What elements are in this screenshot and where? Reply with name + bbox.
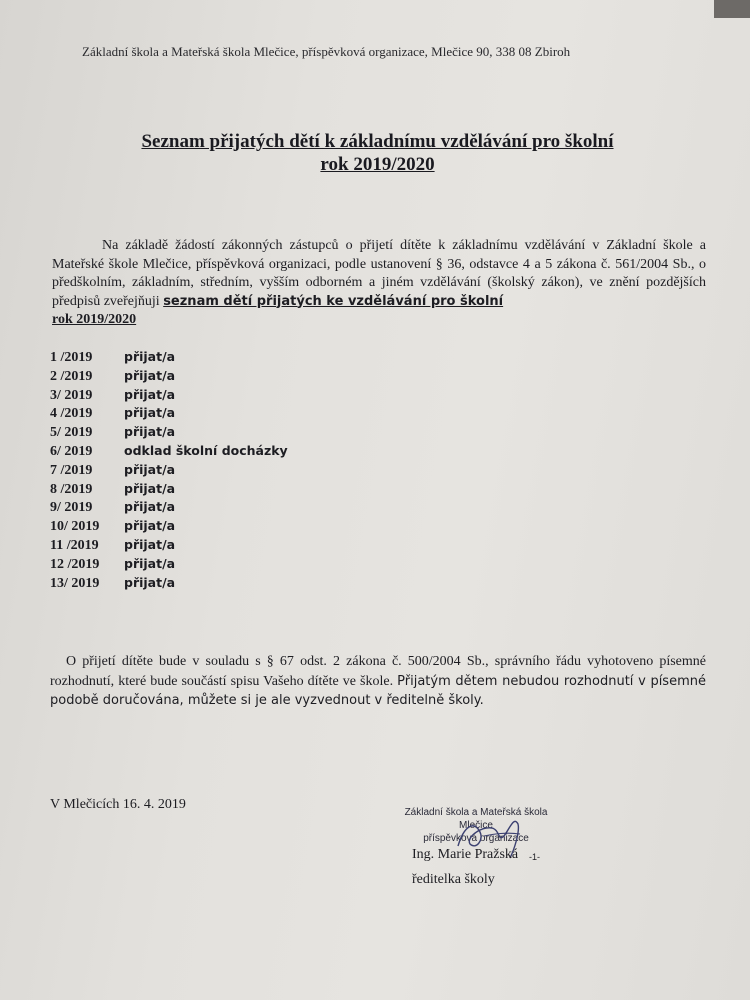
- registration-number: 6/ 2019: [50, 443, 93, 459]
- list-item: [50, 574, 450, 593]
- school-header: Základní škola a Mateřská škola Mlečice, příspěvková organizace, Mlečice 90, 338 08 Zbiroh: [82, 44, 571, 59]
- stamp-line-1: Základní škola a Mateřská škola: [404, 807, 548, 818]
- list-item: [50, 555, 450, 574]
- registration-number: 2 /2019: [50, 368, 93, 384]
- closing-text-1: O přijetí dítěte bude v souladu s § 67 odst. 2 zákona č. 500/2004 Sb., správního řádu vyhotoveno písemné rozhodnutí, které bude součástí spisu Vašeho dítěte ve škole.: [50, 654, 706, 689]
- registration-number: 12 /2019: [50, 556, 100, 572]
- background-edge: [714, 0, 750, 18]
- page-mark: -1-: [529, 852, 540, 862]
- signatory-role: ředitelka školy: [412, 872, 495, 887]
- registration-number: 8 /2019: [50, 481, 93, 497]
- admission-status: přijat/a: [124, 349, 176, 364]
- list-item: [50, 367, 450, 386]
- stamp-line-3: příspěvková organizace: [423, 833, 529, 844]
- admission-status: přijat/a: [124, 536, 176, 552]
- admission-status: přijat/a: [124, 386, 176, 402]
- admission-status: přijat/a: [124, 518, 176, 534]
- intro-highlight: seznam dětí přijatých ke vzdělávání pro školní: [163, 293, 504, 309]
- list-item: [50, 517, 450, 536]
- registration-number: 7 /2019: [50, 462, 93, 478]
- signatory-name: Ing. Marie Pražská: [412, 847, 519, 862]
- registration-number: 10/ 2019: [50, 519, 100, 535]
- admission-status: přijat/a: [124, 574, 176, 590]
- admission-status: přijat/a: [124, 499, 176, 515]
- registration-number: 1 /2019: [50, 350, 93, 365]
- place-date: V Mlečicích 16. 4. 2019: [50, 797, 186, 812]
- admission-status: přijat/a: [124, 555, 176, 571]
- intro-highlight-end: rok 2019/2020: [52, 312, 137, 327]
- registration-number: 11 /2019: [50, 537, 99, 553]
- title-line-2: rok 2019/2020: [320, 154, 435, 175]
- intro-paragraph: [52, 237, 706, 330]
- registration-number: 13/ 2019: [50, 575, 100, 591]
- list-item: [50, 404, 450, 423]
- list-item: [50, 480, 450, 499]
- registration-number: 4 /2019: [50, 406, 93, 422]
- admission-status: přijat/a: [124, 461, 176, 477]
- admission-list: [50, 348, 450, 592]
- admission-status: odklad školní docházky: [124, 442, 288, 458]
- list-item: [50, 442, 450, 461]
- stamp-line-2: Mlečice: [459, 820, 493, 831]
- list-item: [50, 461, 450, 480]
- list-item: [50, 423, 450, 442]
- list-item: [50, 498, 450, 517]
- list-item: [50, 536, 450, 555]
- document-title: [70, 130, 685, 176]
- closing-text-2: Přijatým dětem nebudou rozhodnutí v písemné podobě doručována, můžete si je ale vyzvednout v ředitelně školy.: [50, 673, 706, 708]
- intro-text: Na základě žádostí zákonných zástupců o přijetí dítěte k základnímu vzdělávání v Základní škole a Mateřské škole Mlečice, příspěvková organizaci, podle ustanovení § 36, odstavce 4 a 5 zákona č. 561/2004 Sb., o předškolním, základním, středním, vyšším odborném a jiném vzdělávání (školský zákon), ve znění pozdějších předpisů zveřejňuji: [52, 238, 706, 309]
- registration-number: 5/ 2019: [50, 425, 93, 441]
- admission-status: přijat/a: [124, 405, 176, 421]
- registration-number: 3/ 2019: [50, 387, 93, 403]
- list-item: [50, 386, 450, 405]
- registration-number: 9/ 2019: [50, 500, 93, 516]
- list-item: [50, 348, 450, 367]
- admission-status: přijat/a: [124, 480, 176, 496]
- closing-paragraph: [50, 652, 706, 711]
- admission-status: přijat/a: [124, 367, 176, 383]
- title-line-1: Seznam přijatých dětí k základnímu vzdělávání pro školní: [141, 131, 614, 152]
- admission-status: přijat/a: [124, 424, 176, 440]
